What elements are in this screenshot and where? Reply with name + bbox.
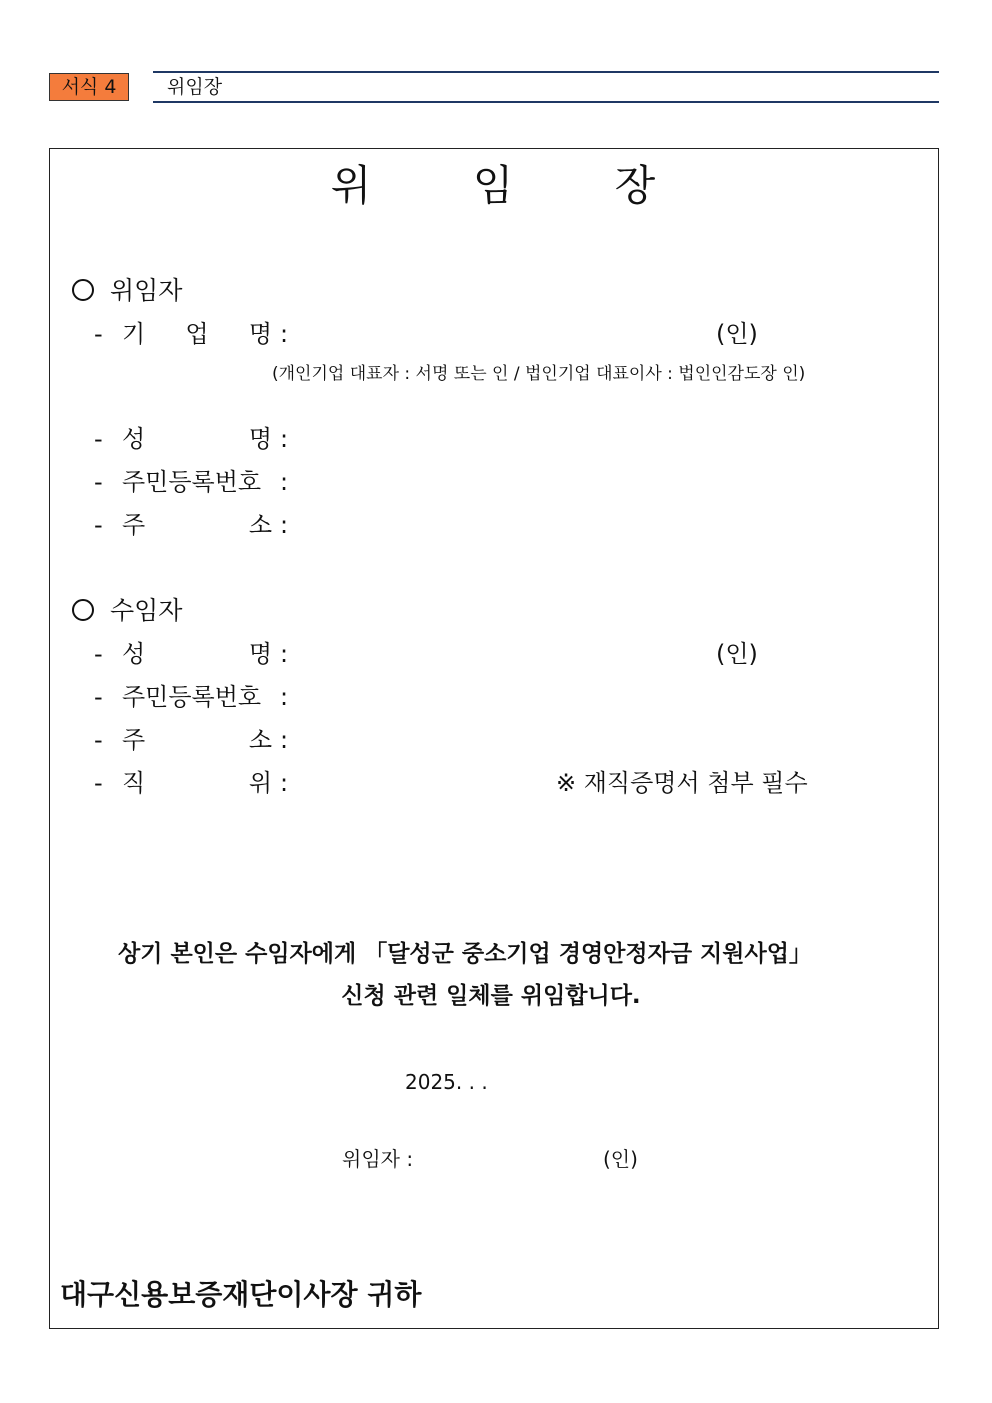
row-dash: - [94, 683, 103, 711]
address-label: 주 소 [122, 726, 272, 754]
position-note: ※ 재직증명서 첨부 필수 [556, 769, 808, 797]
name-label: 성 명 [122, 425, 272, 453]
title-char: 장 [614, 161, 658, 210]
delegatee-name-row [94, 639, 288, 669]
row-dash: - [94, 769, 103, 797]
row-colon: : [280, 769, 289, 797]
row-dash: - [94, 640, 103, 668]
header-title: 위임장 [167, 76, 223, 98]
statement-line-2: 신청 관련 일체를 위임합니다. [341, 983, 641, 1009]
row-colon: : [280, 468, 289, 496]
row-colon: : [280, 640, 289, 668]
row-colon: : [280, 726, 289, 754]
delegator-address-row [94, 510, 288, 540]
date-line: 2025. . . [405, 1070, 488, 1094]
row-dash: - [94, 468, 103, 496]
row-colon: : [280, 320, 289, 348]
title-char: 임 [472, 161, 516, 210]
position-label: 직 위 [122, 769, 272, 797]
form-number-badge: 서식 4 [49, 73, 129, 101]
row-dash: - [94, 425, 103, 453]
name-label: 성 명 [122, 640, 272, 668]
delegatee-heading [72, 596, 182, 626]
title-char: 위 [330, 161, 374, 210]
row-colon: : [280, 683, 289, 711]
row-colon: : [280, 425, 289, 453]
rrn-label: 주민등록번호 [122, 683, 262, 711]
circle-bullet-icon [72, 599, 94, 621]
row-dash: - [94, 511, 103, 539]
address-label: 주 소 [122, 511, 272, 539]
delegator-rrn-row [94, 467, 288, 497]
document-title [50, 161, 938, 211]
header-bar [153, 71, 939, 103]
rrn-label: 주민등록번호 [122, 468, 262, 496]
company-label: 기 업 명 [122, 320, 272, 348]
delegator-heading [72, 276, 182, 306]
company-seal-note: (개인기업 대표자 : 서명 또는 인 / 법인기업 대표이사 : 법인인감도장 인) [272, 364, 806, 384]
delegatee-seal-mark: (인) [716, 640, 758, 668]
statement-line-1: 상기 본인은 수임자에게 「달성군 중소기업 경영안정자금 지원사업」 [118, 941, 812, 967]
delegator-company-row [94, 319, 288, 349]
addressee: 대구신용보증재단이사장 귀하 [60, 1278, 422, 1311]
delegator-heading-text: 위임자 [110, 276, 183, 305]
company-seal-mark: (인) [716, 320, 758, 348]
document-frame [49, 148, 939, 1329]
signature-label: 위임자 : [342, 1147, 414, 1171]
delegatee-position-row [94, 768, 288, 798]
delegatee-rrn-row [94, 682, 288, 712]
row-colon: : [280, 511, 289, 539]
signature-seal-mark: (인) [603, 1147, 638, 1171]
circle-bullet-icon [72, 279, 94, 301]
delegatee-address-row [94, 725, 288, 755]
row-dash: - [94, 320, 103, 348]
delegatee-heading-text: 수임자 [110, 596, 183, 625]
delegator-name-row [94, 424, 288, 454]
row-dash: - [94, 726, 103, 754]
